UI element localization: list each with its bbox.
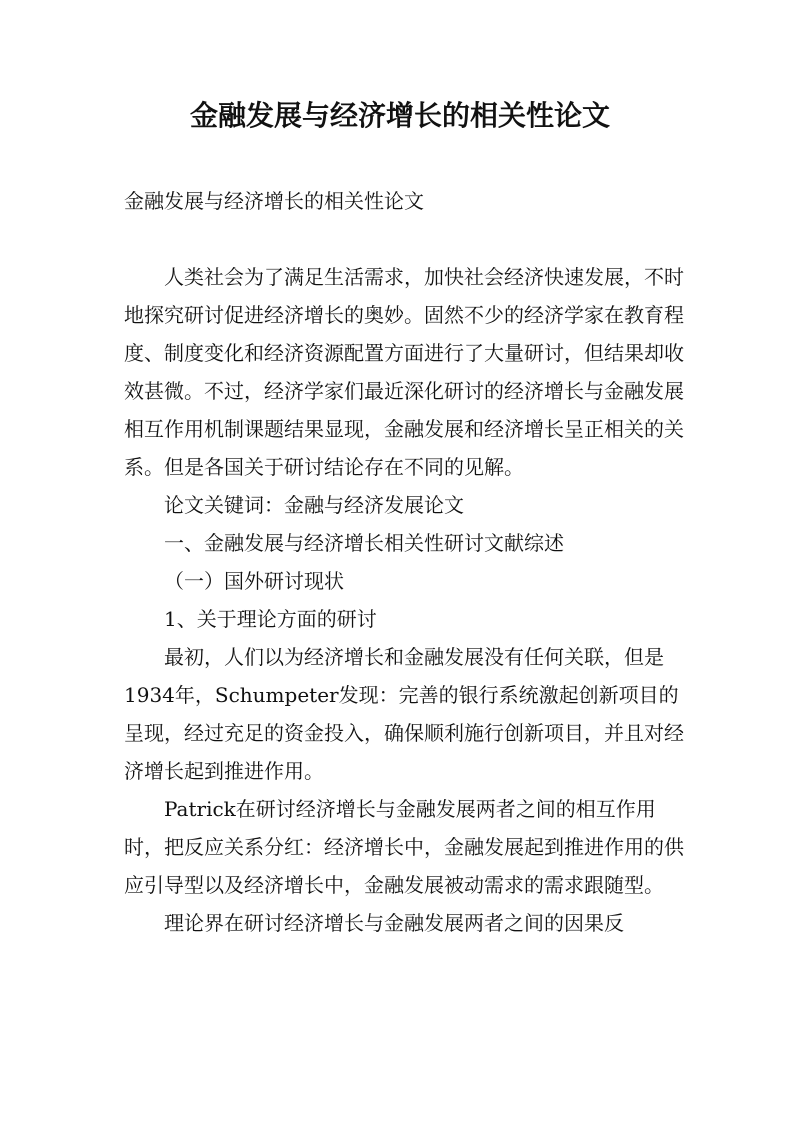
document-title: 金融发展与经济增长的相关性论文 (189, 99, 610, 132)
item-heading-1: 1、关于理论方面的研讨 (164, 607, 377, 631)
document-subtitle: 金融发展与经济增长的相关性论文 (124, 189, 424, 213)
paragraph-theory: 理论界在研讨经济增长与金融发展两者之间的因果反 (164, 911, 624, 935)
paragraph-intro: 人类社会为了满足生活需求，加快社会经济快速发展，不时地探究研讨促进经济增长的奥妙。固然不少的经济学家在教育程度、制度变化和经济资源配置方面进行了大量研讨，但结果却收效甚微。不过，经济学家们最近深化研讨的经济增长与金融发展相互作用机制课题结果显现，金融发展和经济增长呈正相关的关系。但是各国关于研讨结论存在不同的见解。 (124, 265, 684, 479)
keywords-line: 论文关键词：金融与经济发展论文 (164, 493, 464, 517)
subsection-heading-1: （一）国外研讨现状 (164, 569, 344, 593)
section-heading-1: 一、金融发展与经济增长相关性研讨文献综述 (164, 531, 564, 555)
document-body (124, 258, 690, 942)
paragraph-patrick: Patrick在研讨经济增长与金融发展两者之间的相互作用时，把反应关系分红：经济增长中，金融发展起到推进作用的供应引导型以及经济增长中，金融发展被动需求的需求跟随型。 (124, 797, 684, 897)
paragraph-schumpeter: 最初，人们以为经济增长和金融发展没有任何关联，但是1934年，Schumpeter发现：完善的银行系统激起创新项目的呈现，经过充足的资金投入，确保顺利施行创新项目，并且对经济增长起到推进作用。 (124, 645, 684, 783)
